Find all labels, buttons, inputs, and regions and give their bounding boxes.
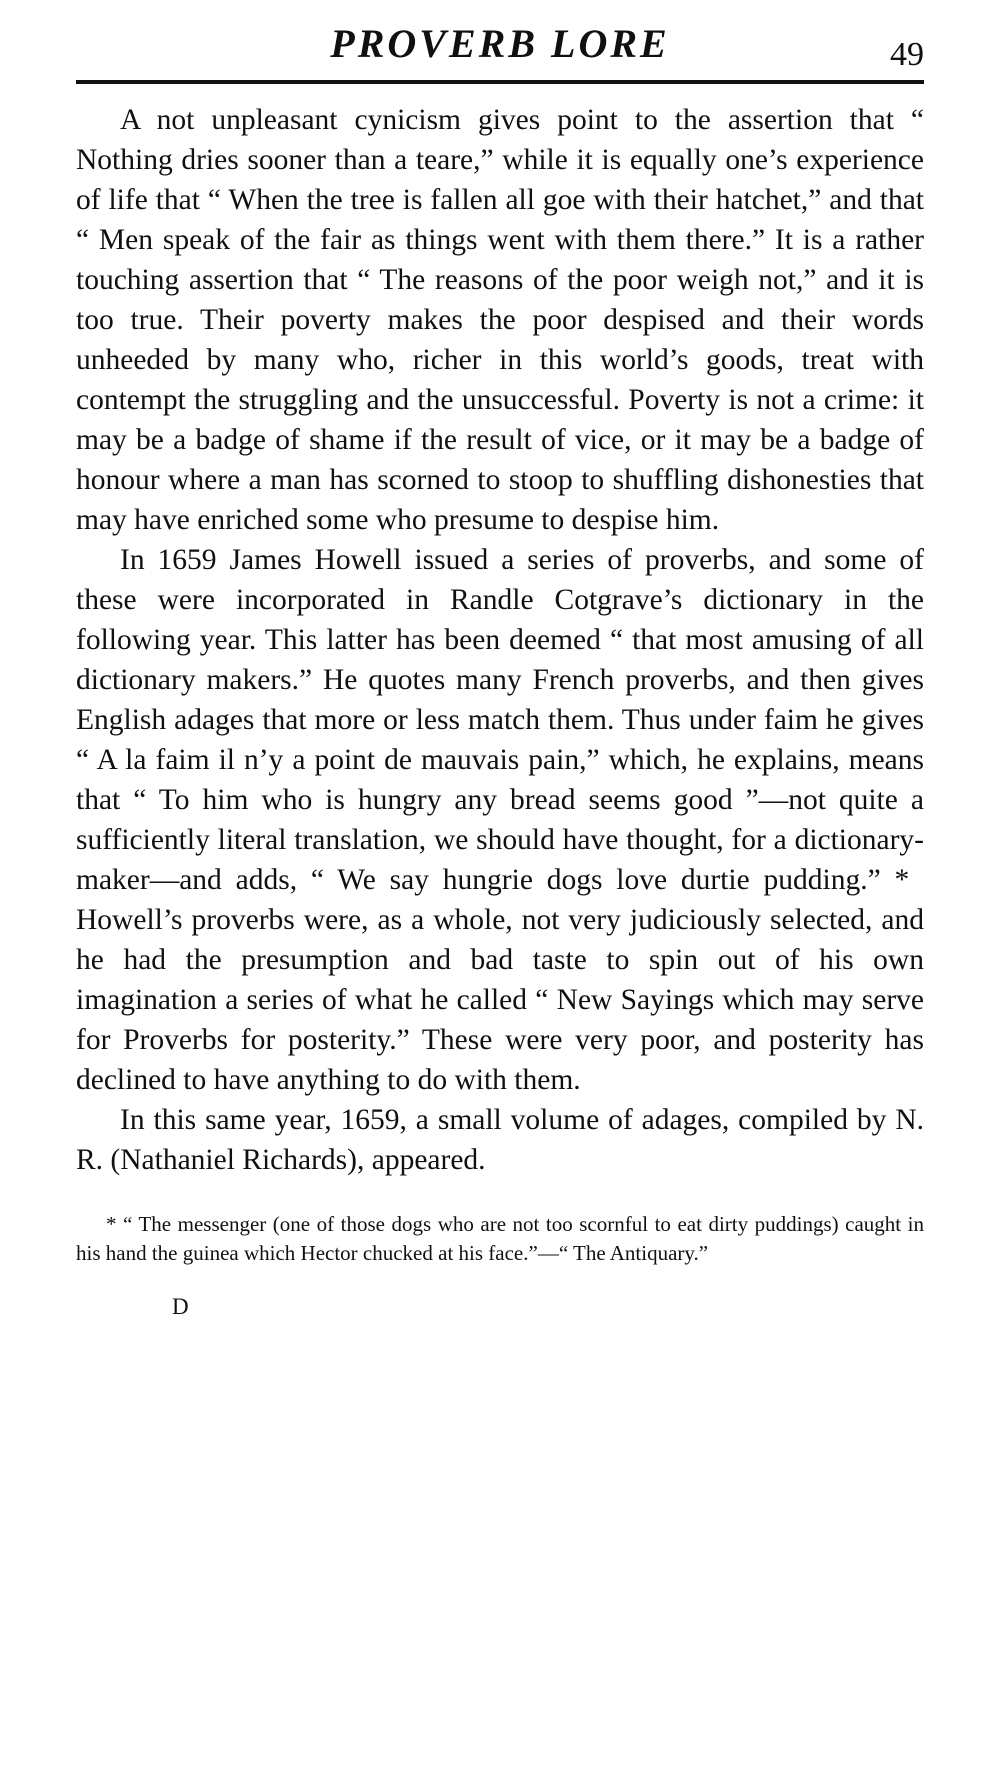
footnote-text: * “ The messenger (one of those dogs who are not too scornful to eat dirty puddings) caught in his hand the guinea which Hector chucked at his face.”—“ The Antiquary.” [76, 1212, 924, 1265]
header-rule [76, 80, 924, 84]
footnote [76, 1210, 924, 1268]
paragraph-1: A not unpleasant cynicism gives point to the assertion that “ Nothing dries sooner than a teare,” while it is equally one’s experience of life that “ When the tree is fallen all goe with their hatchet,” and that “ Men speak of the fair as things went with them there.” It is a rather touching assertion that “ The reasons of the poor weigh not,” and it is too true. Their poverty makes the poor despised and their words unheeded by many who, richer in this world’s goods, treat with contempt the struggling and the unsuccessful. Poverty is not a crime: it may be a badge of shame if the result of vice, or it may be a badge of honour where a man has scorned to stoop to shuffling dishonesties that may have enriched some who presume to despise him. [76, 104, 924, 536]
paragraph-2: In 1659 James Howell issued a series of proverbs, and some of these were incorporated in Randle Cotgrave’s dictionary in the following year. This latter has been deemed “ that most amusing of all dictionary makers.” He quotes many French proverbs, and then gives English adages that more or less match them. Thus under faim he gives “ A la faim il n’y a point de mauvais pain,” which, he explains, means that “ To him who is hungry any bread seems good ”—not quite a sufficiently literal translation, we should have thought, for a dictionary-maker—and adds, “ We say hungrie dogs love durtie pudding.” * Howell’s proverbs were, as a whole, not very judiciously selected, and he had the presumption and bad taste to spin out of his own imagination a series of what he called “ New Sayings which may serve for Proverbs for posterity.” These were very poor, and posterity has declined to have anything to do with them. [76, 544, 924, 1096]
page-header [76, 18, 924, 74]
running-title: PROVERB LORE [330, 21, 670, 66]
body-text [76, 100, 924, 1180]
signature-mark: D [172, 1294, 189, 1314]
page-number: 49 [890, 36, 924, 73]
paragraph-3: In this same year, 1659, a small volume of adages, compiled by N. R. (Nathaniel Richards), appeared. [76, 1104, 924, 1176]
